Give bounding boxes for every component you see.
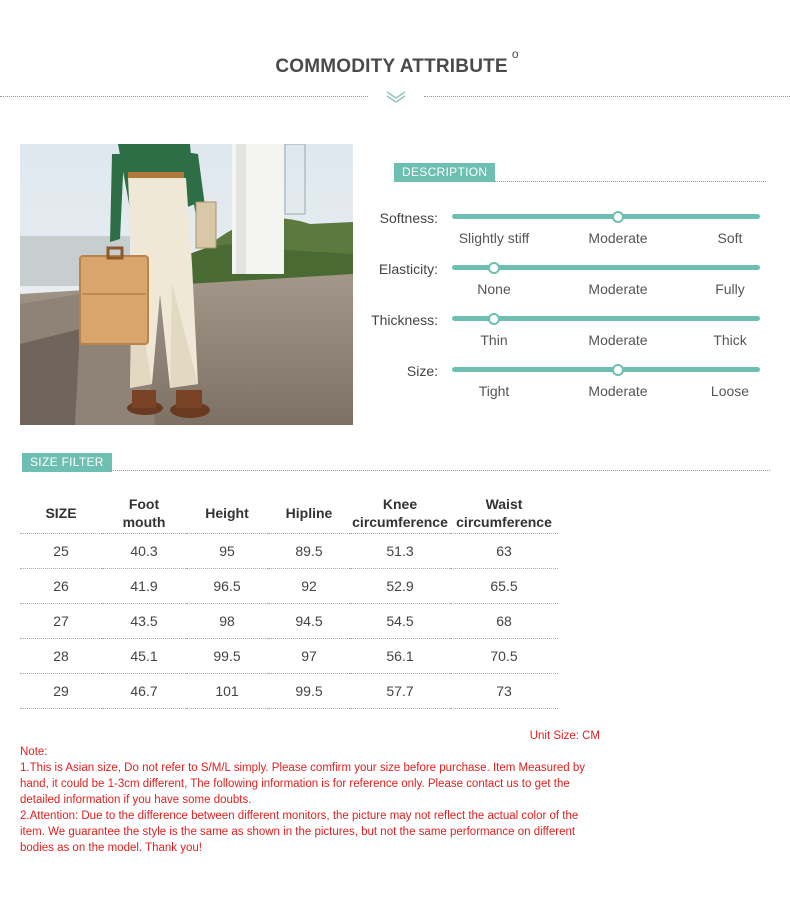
table-cell: 54.5 — [350, 604, 450, 639]
table-cell: 95 — [186, 534, 268, 569]
attribute-slider-track — [452, 367, 760, 372]
attribute-option: Moderate — [588, 281, 648, 297]
table-row — [20, 604, 558, 639]
degree-mark: o — [511, 47, 519, 61]
table-cell: 29 — [20, 674, 102, 709]
table-cell: 96.5 — [186, 569, 268, 604]
table-cell: 26 — [20, 569, 102, 604]
table-row — [20, 674, 558, 709]
unit-size-label: Unit Size: CM — [529, 730, 600, 742]
note-block — [20, 744, 605, 856]
table-cell: 98 — [186, 604, 268, 639]
table-cell: 63 — [450, 534, 558, 569]
attribute-option: Moderate — [588, 230, 648, 246]
note-line-1: 1.This is Asian size, Do not refer to S/M/L simply. Please comfirm your size before purchase. Item Measured by hand, it could be 1-3cm different, The following information is for reference only. Please contact us to get the detailed information if you have some doubts. — [20, 762, 585, 806]
attribute-option: Moderate — [588, 332, 648, 348]
size-filter-tag: SIZE FILTER — [22, 453, 112, 472]
column-header — [20, 493, 102, 534]
table-row — [20, 639, 558, 674]
column-header-line: Foot — [128, 496, 160, 512]
table-cell: 28 — [20, 639, 102, 674]
title-divider-left — [0, 96, 368, 97]
table-cell: 73 — [450, 674, 558, 709]
attribute-slider-knob — [488, 313, 500, 325]
attribute-slider-knob — [488, 262, 500, 274]
attribute-slider-knob — [612, 364, 624, 376]
table-cell: 46.7 — [102, 674, 186, 709]
table-cell: 56.1 — [350, 639, 450, 674]
attribute-slider-knob — [612, 211, 624, 223]
table-cell: 99.5 — [186, 639, 268, 674]
product-photo — [20, 144, 353, 425]
column-header-line: Waist — [485, 496, 523, 512]
size-table — [20, 493, 558, 709]
table-cell: 43.5 — [102, 604, 186, 639]
table-row — [20, 534, 558, 569]
description-divider — [494, 181, 766, 182]
column-header-line: Knee — [382, 496, 418, 512]
table-cell: 57.7 — [350, 674, 450, 709]
column-header — [102, 493, 186, 534]
note-line-2: 2.Attention: Due to the difference between different monitors, the picture may not reflect the actual color of the item. We guarantee the style is the same as shown in the pictures, but not the same performance on different bodies as on the model. Thank you! — [20, 810, 579, 854]
table-cell: 51.3 — [350, 534, 450, 569]
table-cell: 52.9 — [350, 569, 450, 604]
column-header — [350, 493, 450, 534]
title-divider-right — [424, 96, 790, 97]
column-header-line: circumference — [456, 514, 552, 530]
attribute-option: Soft — [717, 230, 743, 246]
attribute-label: Softness: — [379, 210, 438, 226]
attribute-option: Thick — [713, 332, 747, 348]
table-cell: 94.5 — [268, 604, 350, 639]
description-tag: DESCRIPTION — [394, 163, 495, 182]
table-cell: 101 — [186, 674, 268, 709]
attribute-option: Thin — [480, 332, 508, 348]
attribute-option: Slightly stiff — [458, 230, 530, 246]
size-filter-divider — [110, 470, 770, 471]
table-cell: 97 — [268, 639, 350, 674]
table-cell: 65.5 — [450, 569, 558, 604]
note-title: Note: — [20, 746, 48, 758]
page-title: COMMODITY ATTRIBUTE$^o$ — [275, 47, 519, 77]
column-header-line: Hipline — [285, 505, 333, 521]
table-cell: 99.5 — [268, 674, 350, 709]
table-cell: 68 — [450, 604, 558, 639]
column-header-line: Height — [205, 505, 249, 521]
table-row — [20, 569, 558, 604]
attribute-option: Moderate — [588, 383, 648, 399]
column-header — [268, 493, 350, 534]
attribute-option: None — [477, 281, 511, 297]
column-header — [186, 493, 268, 534]
column-header-line: circumference — [352, 514, 448, 530]
table-cell: 89.5 — [268, 534, 350, 569]
attribute-option: Tight — [478, 383, 510, 399]
table-cell: 92 — [268, 569, 350, 604]
attribute-label: Thickness: — [371, 312, 438, 328]
table-cell: 40.3 — [102, 534, 186, 569]
attribute-option: Loose — [710, 383, 750, 399]
column-header-line: mouth — [122, 514, 166, 530]
column-header — [450, 493, 558, 534]
table-cell: 27 — [20, 604, 102, 639]
table-header-row — [20, 493, 558, 534]
attribute-label: Elasticity: — [378, 261, 438, 277]
table-cell: 45.1 — [102, 639, 186, 674]
table-cell: 70.5 — [450, 639, 558, 674]
table-cell: 41.9 — [102, 569, 186, 604]
chevron-down-icon — [385, 90, 407, 104]
attribute-option: Fully — [715, 281, 745, 297]
table-cell: 25 — [20, 534, 102, 569]
column-header-line: SIZE — [45, 505, 77, 521]
attribute-slider-track — [452, 214, 760, 219]
attribute-label: Size: — [406, 363, 438, 379]
